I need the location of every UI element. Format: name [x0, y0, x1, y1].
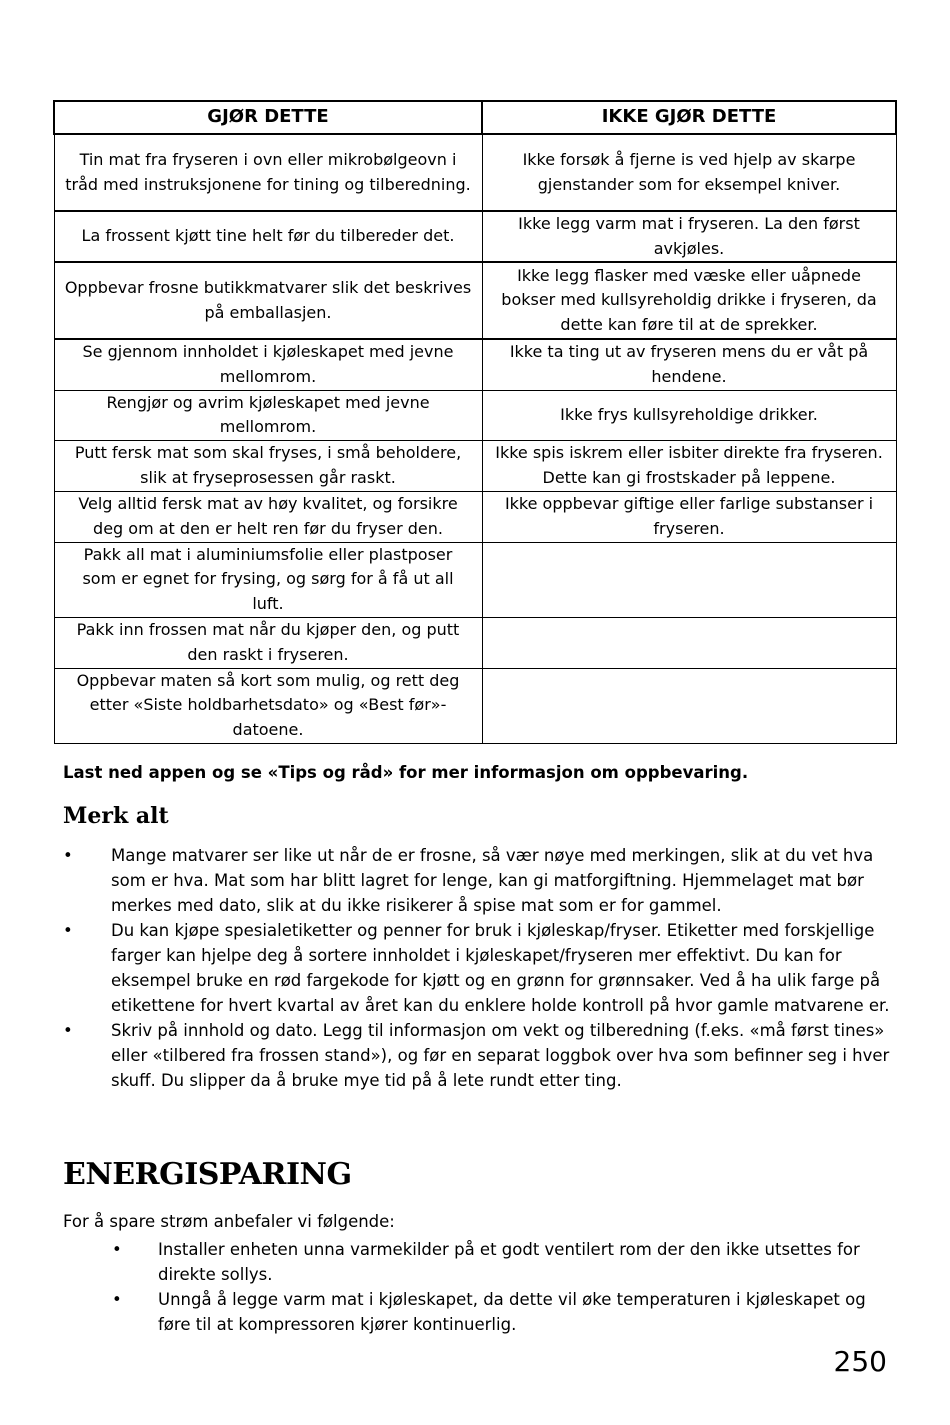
do-cell: Pakk all mat i aluminiumsfolie eller plastposer som er egnet for frysing, og sørg for å få ut all luft.	[54, 542, 482, 617]
list-item	[63, 843, 893, 918]
bullet-icon: •	[63, 1021, 73, 1040]
table-row	[54, 390, 896, 440]
list-item-text: Skriv på innhold og dato. Legg til informasjon om vekt og tilberedning (f.eks. «må først tines» eller «tilbered fra frossen stand»), og før en separat loggbok over hva som befinner seg i hver skuff. Du slipper da å bruke mye tid på å lete rundt etter ting.	[111, 1021, 890, 1090]
table-row	[54, 668, 896, 743]
dont-cell: Ikke legg varm mat i fryseren. La den først avkjøles.	[482, 211, 896, 262]
merk-alt-list	[63, 843, 893, 1093]
bullet-icon: •	[63, 921, 73, 940]
header-dont: IKKE GJØR DETTE	[482, 101, 896, 134]
dont-cell	[482, 542, 896, 617]
dont-cell: Ikke frys kullsyreholdige drikker.	[482, 390, 896, 440]
app-info-note: Last ned appen og se «Tips og råd» for mer informasjon om oppbevaring.	[63, 763, 749, 782]
energisparing-intro: For å spare strøm anbefaler vi følgende:	[63, 1212, 395, 1231]
energisparing-list	[112, 1237, 872, 1337]
do-cell: Pakk inn frossen mat når du kjøper den, og putt den raskt i fryseren.	[54, 617, 482, 668]
do-cell: Velg alltid fersk mat av høy kvalitet, og forsikre deg om at den er helt ren før du fryser den.	[54, 491, 482, 542]
table-header-row	[54, 101, 896, 134]
merk-alt-heading: Merk alt	[63, 803, 169, 829]
do-dont-table	[53, 100, 897, 744]
table-row	[54, 617, 896, 668]
dont-cell: Ikke ta ting ut av fryseren mens du er våt på hendene.	[482, 339, 896, 390]
bullet-icon: •	[112, 1240, 122, 1259]
list-item-text: Unngå å legge varm mat i kjøleskapet, da dette vil øke temperaturen i kjøleskapet og føre til at kompressoren kjører kontinuerlig.	[158, 1290, 866, 1334]
do-cell: Tin mat fra fryseren i ovn eller mikrobølgeovn i tråd med instruksjonene for tining og tilberedning.	[54, 134, 482, 211]
do-cell: Rengjør og avrim kjøleskapet med jevne mellomrom.	[54, 390, 482, 440]
dont-cell: Ikke legg flasker med væske eller uåpnede bokser med kullsyreholdig drikke i fryseren, da dette kan føre til at de sprekker.	[482, 262, 896, 339]
page-number: 250	[833, 1345, 887, 1378]
dont-cell: Ikke oppbevar giftige eller farlige substanser i fryseren.	[482, 491, 896, 542]
list-item-text: Du kan kjøpe spesialetiketter og penner for bruk i kjøleskap/fryser. Etiketter med forskjellige farger kan hjelpe deg å sortere innholdet i kjøleskapet/fryseren mer effektivt. Du kan for eksempel bruke en rød fargekode for kjøtt og en grønn for grønnsaker. Ved å ha ulik farge på etikettene for hvert kvartal av året kan du enklere holde kontroll på hvor gamle matvarene er.	[111, 921, 890, 1015]
list-item	[63, 1018, 893, 1093]
do-cell: La frossent kjøtt tine helt før du tilbereder det.	[54, 211, 482, 262]
do-cell: Se gjennom innholdet i kjøleskapet med jevne mellomrom.	[54, 339, 482, 390]
dont-cell	[482, 668, 896, 743]
table-row	[54, 262, 896, 339]
list-item-text: Mange matvarer ser like ut når de er frosne, så vær nøye med merkingen, slik at du vet hva som er hva. Mat som har blitt lagret for lenge, kan gi matforgiftning. Hjemmelaget mat bør merkes med dato, slik at du ikke risikerer å spise mat som er for gammel.	[111, 846, 874, 915]
bullet-icon: •	[112, 1290, 122, 1309]
table-row	[54, 491, 896, 542]
do-cell: Oppbevar maten så kort som mulig, og rett deg etter «Siste holdbarhetsdato» og «Best før»-datoene.	[54, 668, 482, 743]
table-row	[54, 440, 896, 491]
do-cell: Putt fersk mat som skal fryses, i små beholdere, slik at fryseprosessen går raskt.	[54, 440, 482, 491]
table-row	[54, 211, 896, 262]
bullet-icon: •	[63, 846, 73, 865]
header-do: GJØR DETTE	[54, 101, 482, 134]
list-item	[112, 1237, 872, 1287]
table-row	[54, 542, 896, 617]
table-row	[54, 339, 896, 390]
dont-cell: Ikke spis iskrem eller isbiter direkte fra fryseren. Dette kan gi frostskader på leppene.	[482, 440, 896, 491]
list-item	[63, 918, 893, 1018]
do-cell: Oppbevar frosne butikkmatvarer slik det beskrives på emballasjen.	[54, 262, 482, 339]
dont-cell: Ikke forsøk å fjerne is ved hjelp av skarpe gjenstander som for eksempel kniver.	[482, 134, 896, 211]
dont-cell	[482, 617, 896, 668]
list-item	[112, 1287, 872, 1337]
list-item-text: Installer enheten unna varmekilder på et godt ventilert rom der den ikke utsettes for direkte sollys.	[158, 1240, 860, 1284]
energisparing-heading: ENERGISPARING	[63, 1157, 352, 1192]
table-row	[54, 134, 896, 211]
